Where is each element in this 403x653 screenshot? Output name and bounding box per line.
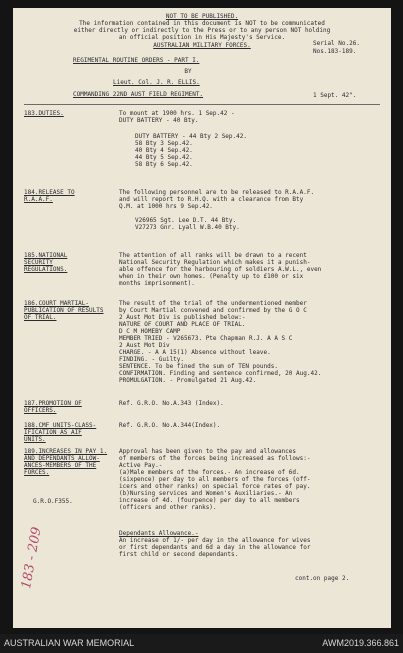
section-188-label: 188.CMF UNITS-CLASS- IFICATION AS AIF UNITS. <box>24 422 97 443</box>
section-188-body: Ref. G.R.O. No.A.344(Index). <box>119 422 221 429</box>
confidentiality-notice: The information contained in this document is NOT to be communicated either directly or indirectly to the Press or to any person NOT holding an official position in His Majesty's Service. <box>73 20 331 41</box>
document-date: 1 Sept. 42". <box>313 92 357 99</box>
section-184-body: The following personnel are to be released to R.A.A.F. and will report to R.H.Q. with a clearance from Bty Q.M. at 1000 hrs 9 Sep.42. <box>119 189 315 210</box>
section-186-body: The result of the trial of the undermentioned member by Court Martial convened and confirmed by the G O C 2 Aust Mot Div is published below:- NATURE OF COURT AND PLACE OF TRIAL. D C M HOMEBY CAMP MEMBER TRIED - V265673. Pte Chapman R.J. A A S C 2 Aust Mot Div CHARGE. - A A 15(1) Absence without leave. FINDING. - Guilty. SENTENCE. To be fined the sum of TEN pounds. CONFIRMATION. Finding and sentence confirmed, 20 Aug.42. PROMULGATION. - Promulgated 21 Aug.42. <box>119 300 322 384</box>
continued-note: cont.on page 2. <box>295 575 350 582</box>
section-185-body: The attention of all ranks will be drawn to a recent National Security Regulation which makes it a punish- able offence for the harbouring of soldiers A.W.L., even when in their own homes. (Penalty up to £100 or six months imprisonment). <box>119 252 322 287</box>
author-line: Lieut. Col. J. R. ELLIS. <box>113 79 200 86</box>
section-189-body: Approval has been given to the pay and allowances of members of the forces being increased as follows:- Active Pay.- (a)Male members of the forces.- An increase of 6d. (sixpence) per day to all members of the forces (off- icers and other ranks) on special force rates of pay. (b)Nursing services and Women's Auxiliaries.- An increase of 4d. (fourpence) per day to all members (officers and other ranks). <box>119 448 311 511</box>
dependants-heading: Dependants Allowance.- <box>119 530 199 537</box>
serial-number: Serial No.26. Nos.183-189. <box>313 40 360 55</box>
section-183-body: To mount at 1900 hrs. 1 Sep.42 - DUTY BATTERY - 40 Bty. <box>119 110 235 124</box>
section-184-label: 184.RELEASE TO R.A.A.F. <box>24 189 75 203</box>
handwritten-annotation: 183 - 209 <box>19 525 45 590</box>
classification-heading: NOT TO BE PUBLISHED. <box>165 13 239 20</box>
dependants-body: An increase of 1/- per day in the allowance for wives or first dependants and 6d a day in the allowance for first child or second dependants. <box>119 537 311 558</box>
section-186-label: 186.COURT MARTIAL- PUBLICATION OF RESULTS OF TRIAL. <box>24 300 104 321</box>
organisation-heading: AUSTRALIAN MILITARY FORCES. <box>153 42 251 49</box>
section-187-body: Ref. G.R.O. No.A.343 (Index). <box>119 400 224 407</box>
by-line: BY <box>184 68 192 75</box>
document-page <box>13 8 391 628</box>
section-189-label: 189.INCREASES IN PAY 1. AND DEPENDANTS ALLOW- ANCES-MEMBERS OF THE FORCES. <box>24 448 108 476</box>
archive-footer <box>0 634 403 653</box>
section-184-personnel: V26965 Sgt. Lee D.T. 44 Bty. V27273 Gnr. Lyall W.B.40 Bty. <box>135 217 240 231</box>
header-divider <box>24 104 380 105</box>
section-183-duty-battery: DUTY BATTERY - 44 Bty 2 Sep.42. 58 Bty 3 Sep.42. 40 Bty 4 Sep.42. 44 Bty 5 Sep.42. 58 Bty 6 Sep.42. <box>135 133 247 168</box>
unit-line: COMMANDING 22ND AUST FIELD REGIMENT. <box>73 91 204 98</box>
archive-name: AUSTRALIAN WAR MEMORIAL <box>4 638 135 648</box>
section-183-label: 183.DUTIES. <box>24 110 64 117</box>
gro-reference: G.R.O.F355. <box>33 498 73 505</box>
section-185-label: 185.NATIONAL SECURITY REGULATIONS. <box>24 252 68 273</box>
section-187-label: 187.PROMOTION OF OFFICERS. <box>24 400 82 414</box>
archive-id: AWM2019.366.861 <box>322 638 399 648</box>
document-title: REGIMENTAL ROUTINE ORDERS - PART I. <box>73 57 200 64</box>
